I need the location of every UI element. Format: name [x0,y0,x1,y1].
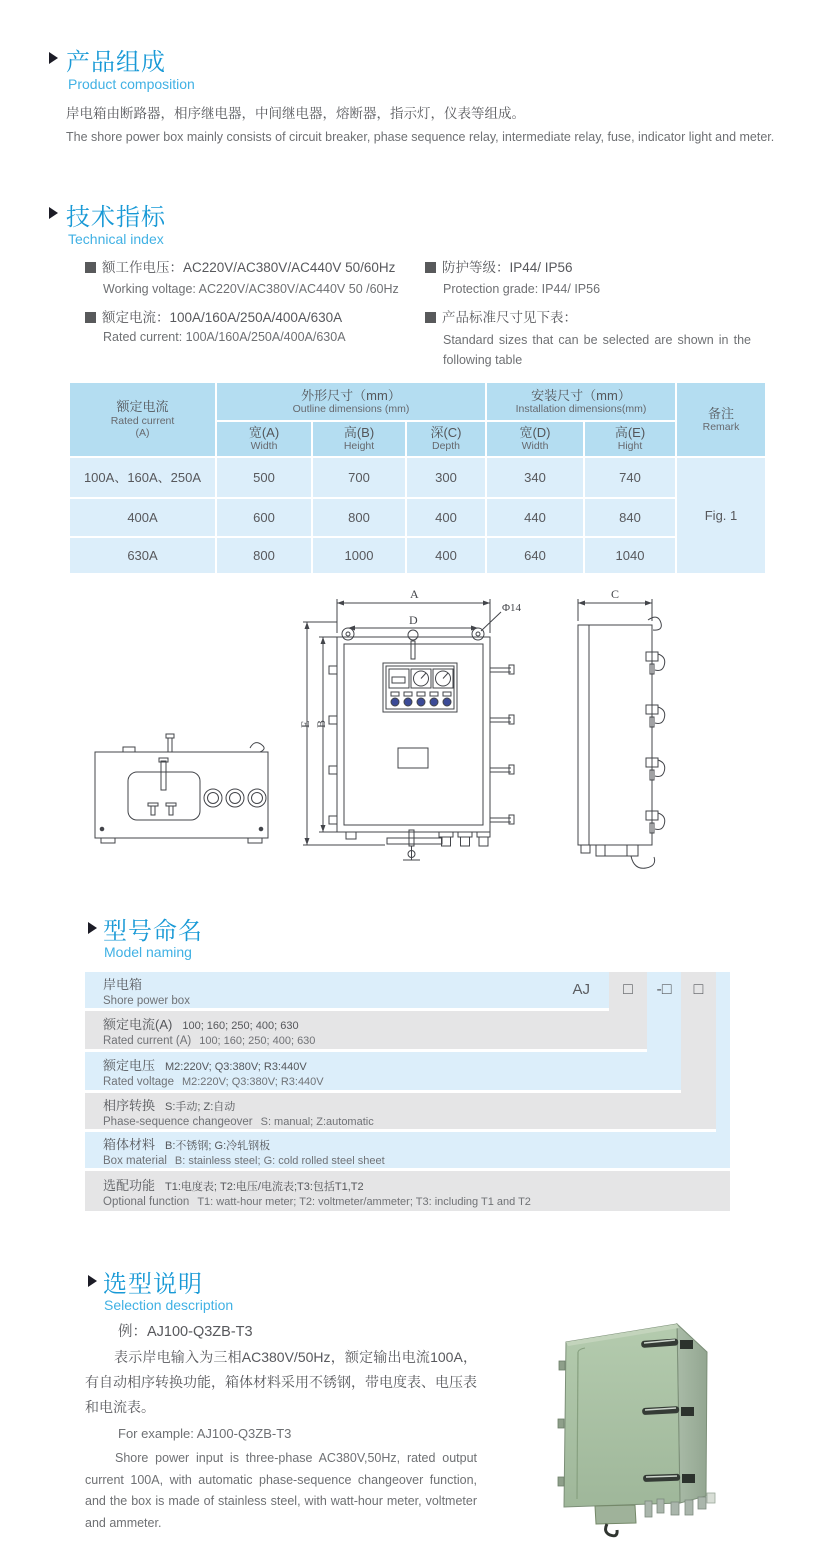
technical-drawing [65,580,765,880]
section-subtitle-technical-index: Technical index [68,231,164,247]
dim-label-b: B [314,719,328,728]
product-photo [535,1295,825,1565]
section-subtitle-product-composition: Product composition [68,76,195,92]
selection-example-en: For example: AJ100-Q3ZB-T3 [118,1426,292,1441]
cabinet [558,1324,715,1536]
th-height-e: 高(E) Hight [585,422,675,456]
dim-label-a: A [410,587,419,601]
model-row-product: 岸电箱 Shore power box [85,972,609,1008]
indicator-lamps [391,692,451,706]
drawing-front-view [303,599,514,860]
table-cell: 1040 [585,538,675,573]
section-arrow-icon [88,922,97,934]
spec-standard-sizes-cn: 产品标准尺寸见下表： [425,306,577,326]
model-code-prefix: AJ [572,981,590,998]
spec-working-voltage-en: Working voltage: AC220V/AC380V/AC440V 50 /60Hz [103,282,399,296]
model-row-optional-function: 选配功能 T1:电度表; T2:电压/电流表;T3:包括T1,T2 Optional function T1: watt-hour meter; T2: voltmeter/ammeter; T3: including T1 and T2 [85,1171,730,1211]
th-depth-c: 深(C) Depth [407,422,485,456]
th-width-a: 宽(A) Width [217,422,311,456]
model-code-box2: -□ [656,981,672,998]
square-bullet-icon [425,312,436,323]
section-subtitle-selection: Selection description [104,1297,234,1313]
dim-label-hole: Φ14 [502,602,522,614]
th-remark: 备注 Remark [677,383,765,456]
table-cell: 840 [585,499,675,536]
square-bullet-icon [425,262,436,273]
model-code-box1: □ [623,981,633,998]
spec-rated-current-en: Rated current: 100A/160A/250A/400A/630A [103,330,346,344]
spec-standard-sizes-en: Standard sizes that can be selected are shown in the following table [443,333,751,367]
th-outline-dimensions: 外形尺寸（mm） Outline dimensions (mm) [217,383,485,420]
model-naming-diagram [85,972,730,1211]
section-arrow-icon [49,52,58,64]
section-title-selection: 选型说明 [103,1271,203,1298]
square-bullet-icon [85,312,96,323]
model-row-rated-current: 额定电流(A) 100; 160; 250; 400; 630 Rated current (A) 100; 160; 250; 400; 630 [85,1011,647,1049]
drawing-bottom-view [95,734,268,843]
table-cell: 300 [407,458,485,497]
table-cell: 740 [585,458,675,497]
product-composition-text-cn: 岸电箱由断路器，相序继电器，中间继电器，熔断器，指示灯，仪表等组成。 [66,106,525,121]
dimension-table [70,383,765,572]
square-bullet-icon [85,262,96,273]
th-height-b: 高(B) Height [313,422,405,456]
table-row: 630A [70,538,215,573]
spec-protection-grade-en: Protection grade: IP44/ IP56 [443,282,601,296]
table-cell: 400 [407,538,485,573]
th-rated-current: 额定电流 Rated current (A) [70,383,215,456]
selection-example-cn: 例：AJ100-Q3ZB-T3 [118,1324,253,1340]
dim-label-d: D [409,613,418,627]
table-cell: 340 [487,458,583,497]
spec-working-voltage-cn: 额工作电压：AC220V/AC380V/AC440V 50/60Hz [85,256,395,276]
table-cell-remark: Fig. 1 [677,458,765,573]
product-composition-text-en: The shore power box mainly consists of circuit breaker, phase sequence relay, intermediate relay, fuse, indicator light and meter. [66,130,775,144]
th-width-d: 宽(D) Width [487,422,583,456]
table-cell: 700 [313,458,405,497]
model-row-rated-voltage: 额定电压 M2:220V; Q3:380V; R3:440V Rated voltage M2:220V; Q3:380V; R3:440V [85,1052,681,1090]
section-arrow-icon [88,1275,97,1287]
selection-paragraph-cn: 表示岸电输入为三相AC380V/50Hz，额定输出电流100A，有自动相序转换功能，箱体材料采用不锈钢，带电度表、电压表和电流表。 [85,1349,477,1415]
table-cell: 600 [217,499,311,536]
section-arrow-icon [49,207,58,219]
drawing-side-view [578,599,665,868]
table-cell: 500 [217,458,311,497]
table-cell: 440 [487,499,583,536]
spec-protection-grade-cn: 防护等级：IP44/ IP56 [425,256,573,276]
section-title-technical-index: 技术指标 [66,204,166,231]
table-cell: 800 [217,538,311,573]
table-row: 400A [70,499,215,536]
section-subtitle-model-naming: Model naming [104,944,192,960]
table-cell: 640 [487,538,583,573]
selection-paragraph-en: Shore power input is three-phase AC380V,50Hz, rated output current 100A, with automatic phase-sequence changeover function, and the box is made of stainless steel, with watt-hour meter, voltmeter and ammeter. [85,1451,477,1530]
model-row-phase-sequence: 相序转换 S:手动; Z:自动 Phase-sequence changeover S: manual; Z:automatic [85,1093,716,1129]
table-cell: 1000 [313,538,405,573]
section-title-product-composition: 产品组成 [66,49,166,76]
model-row-box-material: 箱体材料 B:不锈钢; G:冷轧钢板 Box material B: stainless steel; G: cold rolled steel sheet [85,1132,730,1168]
table-cell: 800 [313,499,405,536]
th-installation-dimensions: 安装尺寸（mm） Installation dimensions(mm) [487,383,675,420]
table-cell: 400 [407,499,485,536]
table-row: 100A、160A、250A [70,458,215,497]
model-code-box3: □ [693,981,704,998]
section-title-model-naming: 型号命名 [103,918,203,945]
spec-rated-current-cn: 额定电流：100A/160A/250A/400A/630A [85,306,342,326]
dim-label-c: C [611,587,620,601]
dim-label-e: E [298,720,312,728]
